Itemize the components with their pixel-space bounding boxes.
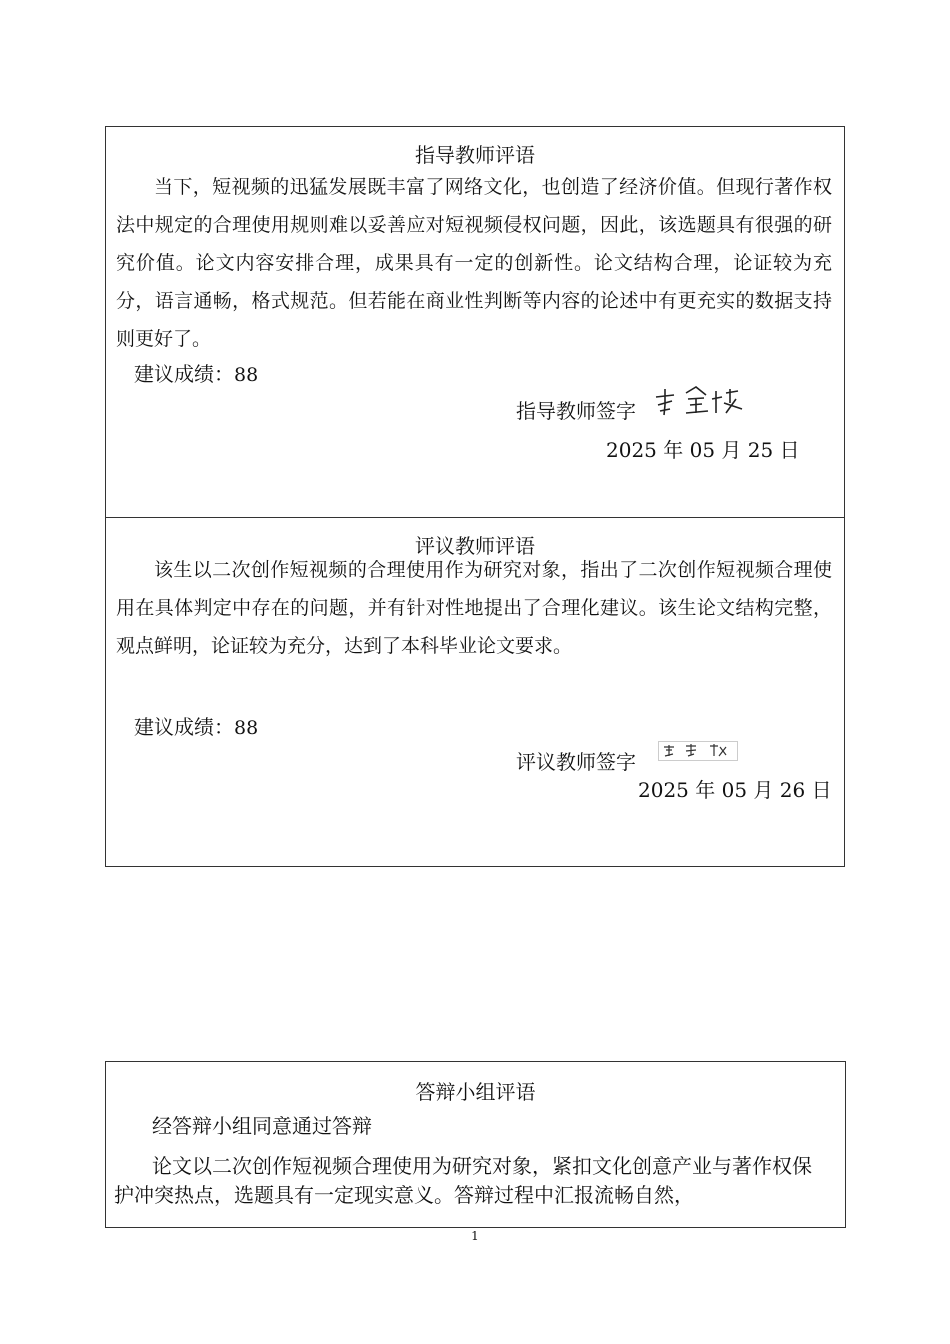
advisor-heading: 指导教师评语 [415, 143, 535, 167]
advisor-grade-value: 88 [234, 364, 259, 386]
advisor-signature-label: 指导教师签字 [516, 399, 636, 423]
advisor-signature-image [650, 385, 750, 417]
advisor-grade [134, 358, 258, 387]
reviewer-date: 2025 年 05 月 26 日 [638, 778, 832, 802]
reviewer-grade-value: 88 [234, 717, 259, 739]
advisor-comment-box [105, 126, 845, 518]
reviewer-signature-label: 评议教师签字 [516, 750, 636, 774]
advisor-comment: 当下，短视频的迅猛发展既丰富了网络文化，也创造了经济价值。但现行著作权法中规定的合理使用规则难以妥善应对短视频侵权问题，因此，该选题具有很强的研究价值。论文内容安排合理，成果具有一定的创新性。论文结构合理，论证较为充分，语言通畅，格式规范。但若能在商业性判断等内容的论述中有更充实的数据支持则更好了。 [116, 176, 832, 350]
advisor-date: 2025 年 05 月 25 日 [606, 438, 800, 462]
reviewer-grade-label: 建议成绩： [134, 715, 234, 739]
reviewer-signature-image [658, 741, 738, 761]
page-number: 1 [471, 1229, 479, 1243]
defense-line2: 论文以二次创作短视频合理使用为研究对象，紧扣文化创意产业与著作权保护冲突热点，选题具有一定现实意义。答辩过程中汇报流畅自然， [114, 1154, 812, 1207]
advisor-grade-label: 建议成绩： [134, 362, 234, 386]
defense-line1: 经答辩小组同意通过答辩 [152, 1114, 372, 1138]
defense-comment-box [105, 1061, 846, 1228]
defense-heading: 答辩小组评语 [415, 1080, 536, 1104]
reviewer-comment: 该生以二次创作短视频的合理使用作为研究对象，指出了二次创作短视频合理使用在具体判定中存在的问题，并有针对性地提出了合理化建议。该生论文结构完整，观点鲜明，论证较为充分，达到了本科毕业论文要求。 [116, 559, 832, 657]
reviewer-grade [134, 711, 258, 740]
reviewer-heading: 评议教师评语 [415, 534, 535, 558]
reviewer-comment-box [105, 517, 845, 867]
